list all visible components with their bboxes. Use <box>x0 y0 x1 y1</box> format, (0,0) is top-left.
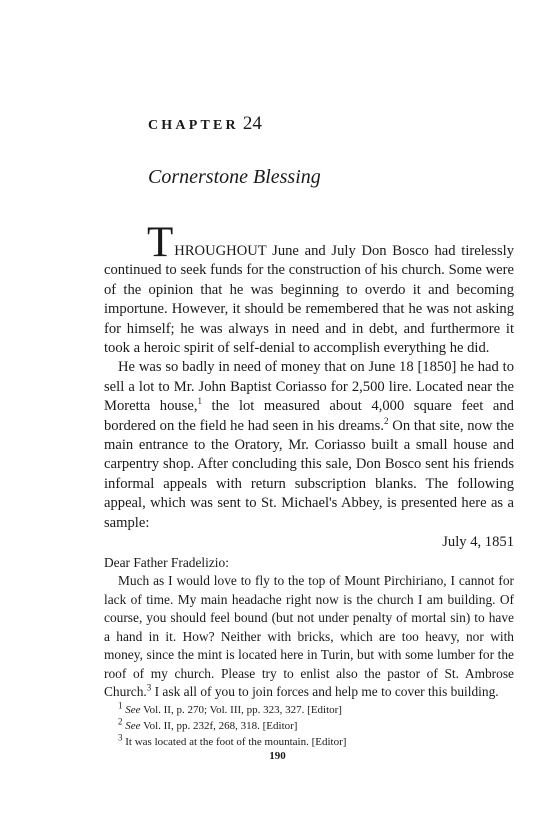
footnote-see: See <box>125 719 141 732</box>
chapter-label: CHAPTER <box>148 118 239 133</box>
body-text <box>104 219 514 702</box>
footnote-ref: 1 <box>197 396 202 407</box>
paragraph-text: HROUGHOUT June and July Don Bosco had tirelessly continued to seek funds for the construction of his church. Some were of the opinion that he was beginning to overdo it and becoming importune. However, it should be remembered that he was not asking for himself; he was always in need and in debt, and furthermore it took a heroic spirit of self-denial to accomplish everything he did. <box>104 243 514 357</box>
page-number: 190 <box>269 750 286 762</box>
footnote-number: 3 <box>118 731 123 742</box>
paragraph <box>104 358 514 533</box>
paragraph-text: the lot measured about 4,000 square feet and bordered on the field he had seen in his dreams. <box>104 398 514 434</box>
letter-body <box>104 572 514 702</box>
footnote <box>104 700 514 719</box>
footnote-number: 2 <box>118 716 123 727</box>
paragraph <box>104 219 514 358</box>
letter-salutation: Dear Father Fradelizio: <box>104 554 229 570</box>
chapter-number: 24 <box>242 113 262 134</box>
paragraph-text: On that site, now the main entrance to the Oratory, Mr. Coriasso built a small house and carpentry shop. After concluding this sale, Don Bosco sent his friends informal appeals with return subscription blanks. The following appeal, which was sent to St. Michael's Abbey, is presented here as a sample: <box>104 417 514 531</box>
letter-text: Much as I would love to fly to the top of Mount Pirchiriano, I cannot for lack of time. My main headache right now is the church I am building. Of course, you should feel bound (but not under penalty of mortal sin) to have a hand in it. How? Neither with bricks, which are too heavy, nor with money, since the mint is located here in Turin, but with some lumber for the roof of my church. Please try to enlist also the pastor of St. Ambrose Church. <box>104 572 514 700</box>
chapter-heading <box>148 113 262 135</box>
footnote-text: Vol. II, pp. 232f, 268, 318. [Editor] <box>140 719 298 732</box>
paragraph-text: He was so badly in need of money that on June 18 [1850] he had to sell a lot to Mr. John Baptist Coriasso for 2,500 lire. Located near the Moretta house, <box>104 359 514 415</box>
chapter-title: Cornerstone Blessing <box>148 166 321 188</box>
footnote-see: See <box>125 704 141 716</box>
footnote <box>104 731 514 751</box>
letter-date: July 4, 1851 <box>442 534 514 551</box>
footnote-ref: 2 <box>384 415 389 426</box>
footnote <box>104 716 514 735</box>
footnote-ref: 3 <box>146 683 152 693</box>
footnote-number: 1 <box>118 700 123 711</box>
drop-cap: T <box>147 219 174 266</box>
letter-text: I ask all of you to join forces and help me to cover this building. <box>151 684 499 700</box>
footnotes <box>104 700 514 750</box>
footnote-text: It was located at the foot of the mountain. [Editor] <box>125 735 347 748</box>
footnote-text: Vol. II, p. 270; Vol. III, pp. 323, 327. [Editor] <box>140 704 342 716</box>
